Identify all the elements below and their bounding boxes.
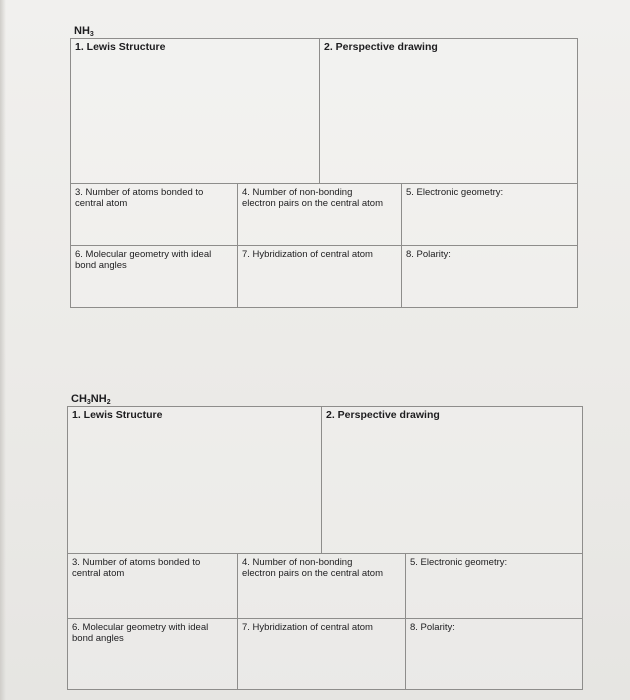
polarity-box[interactable] (401, 246, 577, 307)
atoms-bonded-box[interactable] (71, 184, 237, 245)
lewis-structure-box[interactable] (71, 39, 319, 183)
electronic-geometry-box[interactable] (405, 554, 582, 618)
molecular-geometry-label: 6. Molecular geometry with ideal bond angles (72, 622, 209, 644)
hybridization-box[interactable] (237, 619, 405, 689)
lewis-structure-label: 1. Lewis Structure (75, 41, 166, 53)
page-edge-shadow (0, 0, 6, 700)
lewis-structure-box[interactable] (68, 407, 321, 553)
atoms-bonded-box[interactable] (68, 554, 237, 618)
ch3nh2-answer-grid (67, 406, 583, 690)
geometry-row (68, 618, 582, 689)
electronic-geometry-label: 5. Electronic geometry: (406, 187, 504, 198)
drawing-row (71, 39, 577, 183)
polarity-label: 8. Polarity: (410, 622, 455, 633)
hybridization-box[interactable] (237, 246, 401, 307)
molecular-geometry-box[interactable] (71, 246, 237, 307)
polarity-label: 8. Polarity: (406, 249, 451, 260)
ch3nh2-worksheet (67, 393, 583, 690)
electronic-geometry-label: 5. Electronic geometry: (410, 557, 508, 568)
nonbonding-pairs-box[interactable] (237, 554, 405, 618)
drawing-row (68, 407, 582, 553)
perspective-drawing-box[interactable] (321, 407, 582, 553)
counts-row (68, 553, 582, 618)
nonbonding-pairs-box[interactable] (237, 184, 401, 245)
nh3-worksheet (70, 25, 578, 308)
counts-row (71, 183, 577, 245)
perspective-drawing-label: 2. Perspective drawing (324, 41, 438, 53)
molecular-geometry-label: 6. Molecular geometry with ideal bond angles (75, 249, 212, 271)
hybridization-label: 7. Hybridization of central atom (242, 622, 373, 633)
nonbonding-pairs-label: 4. Number of non-bonding electron pairs on the central atom (242, 187, 383, 209)
atoms-bonded-label: 3. Number of atoms bonded to central atom (75, 187, 204, 209)
molecular-geometry-box[interactable] (68, 619, 237, 689)
nonbonding-pairs-label: 4. Number of non-bonding electron pairs on the central atom (242, 557, 383, 579)
geometry-row (71, 245, 577, 307)
electronic-geometry-box[interactable] (401, 184, 577, 245)
polarity-box[interactable] (405, 619, 582, 689)
compound-formula-ch3nh2: $CH_3NH_2$ (71, 393, 111, 406)
nh3-answer-grid (70, 38, 578, 308)
compound-formula-nh3: $NH_3$ (74, 25, 94, 38)
hybridization-label: 7. Hybridization of central atom (242, 249, 373, 260)
atoms-bonded-label: 3. Number of atoms bonded to central atom (72, 557, 201, 579)
lewis-structure-label: 1. Lewis Structure (72, 409, 163, 421)
perspective-drawing-box[interactable] (319, 39, 577, 183)
perspective-drawing-label: 2. Perspective drawing (326, 409, 440, 421)
